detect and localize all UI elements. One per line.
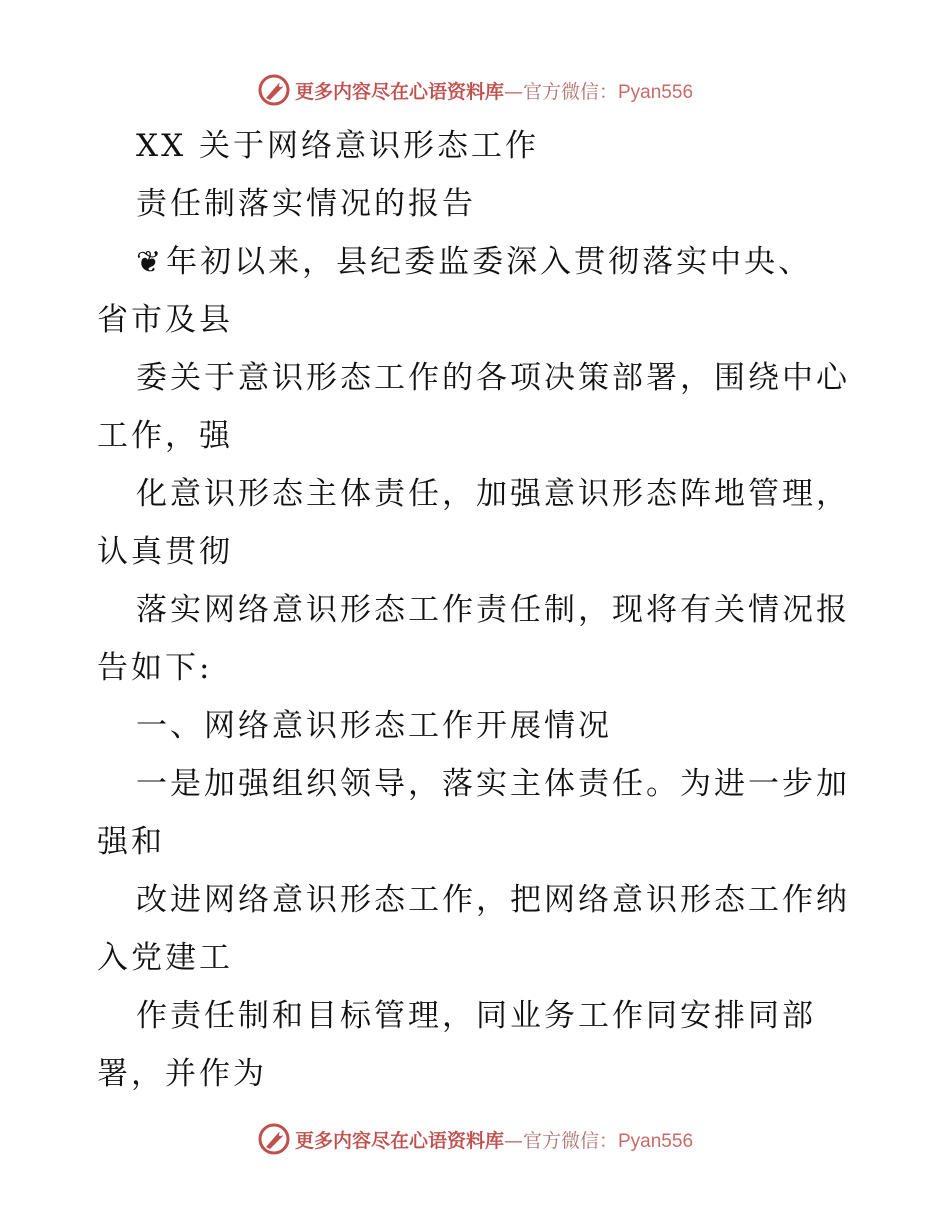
paragraph-line: 工作，强 <box>97 418 233 454</box>
paragraph-line <box>136 242 812 282</box>
section-heading: 一、网络意识形态工作开展情况 <box>136 708 612 744</box>
paragraph-line: 化意识形态主体责任，加强意识形态阵地管理， <box>136 476 850 512</box>
paragraph-line: 告如下: <box>97 650 213 686</box>
banner-text <box>295 1126 693 1153</box>
pen-nib-circle-icon <box>257 73 291 107</box>
banner-dash: — <box>503 1129 523 1152</box>
paragraph-line-text: 年初以来，县纪委监委深入贯彻落实中央、 <box>166 244 813 280</box>
title-line-1: XX 关于网络意识形态工作 <box>136 128 539 164</box>
banner-brand: 更多内容尽在心语资料库 <box>294 80 504 103</box>
paragraph-line: 省市及县 <box>97 302 233 338</box>
title-line-2: 责任制落实情况的报告 <box>136 186 476 222</box>
paragraph-line: 委关于意识形态工作的各项决策部署，围绕中心 <box>136 360 850 396</box>
banner-text <box>295 77 693 104</box>
pen-nib-circle-icon <box>257 1122 291 1156</box>
flourish-ornament-icon: ❦ <box>136 245 165 280</box>
banner-brand: 更多内容尽在心语资料库 <box>294 1129 504 1152</box>
banner-account: Pyan556 <box>618 1130 694 1152</box>
header-banner <box>0 70 950 110</box>
footer-banner <box>0 1119 950 1159</box>
paragraph-line: 作责任制和目标管理，同业务工作同安排同部 <box>136 998 816 1034</box>
paragraph-line: 改进网络意识形态工作，把网络意识形态工作纳 <box>136 882 850 918</box>
banner-wechat-label: 官方微信： <box>522 1129 618 1152</box>
paragraph-line: 落实网络意识形态工作责任制，现将有关情况报 <box>136 592 850 628</box>
paragraph-line: 一是加强组织领导，落实主体责任。为进一步加 <box>136 766 850 802</box>
banner-dash: — <box>503 80 523 103</box>
paragraph-line: 署，并作为 <box>97 1056 267 1092</box>
banner-wechat-label: 官方微信： <box>522 80 618 103</box>
paragraph-line: 认真贯彻 <box>97 534 233 570</box>
banner-account: Pyan556 <box>618 81 694 103</box>
paragraph-line: 入党建工 <box>97 940 233 976</box>
paragraph-line: 强和 <box>97 824 165 860</box>
